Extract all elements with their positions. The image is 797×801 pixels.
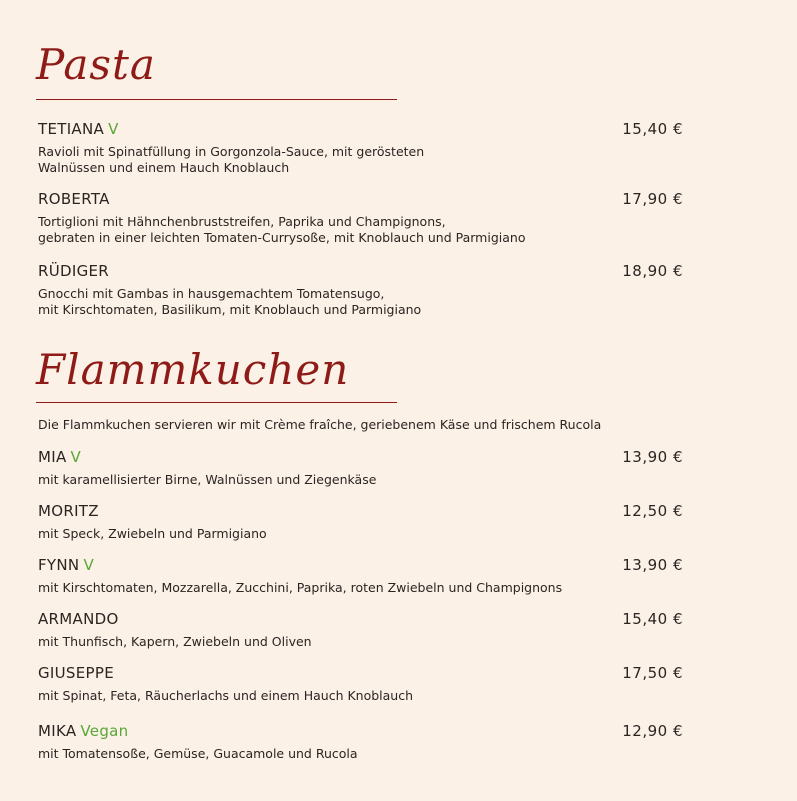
item-description — [38, 580, 683, 596]
description-line: mit karamellisierter Birne, Walnüssen und Ziegenkäse — [38, 472, 377, 487]
flammkuchen-divider — [36, 402, 397, 403]
menu-item — [38, 502, 683, 542]
item-description — [38, 286, 683, 318]
item-name: TETIANA — [38, 120, 105, 138]
item-name: MIA — [38, 448, 67, 466]
item-name: FYNN — [38, 556, 80, 574]
menu-item — [38, 610, 683, 650]
description-line: mit Spinat, Feta, Räucherlachs und einem Hauch Knoblauch — [38, 688, 414, 703]
menu-item — [38, 664, 683, 704]
item-name: RÜDIGER — [38, 262, 109, 280]
menu-item — [38, 722, 683, 762]
vegan-tag: Vegan — [80, 722, 129, 740]
description-line: mit Speck, Zwiebeln und Parmigiano — [38, 526, 267, 541]
item-description — [38, 746, 683, 762]
item-price: 12,90 € — [622, 722, 683, 740]
description-line: mit Thunfisch, Kapern, Zwiebeln und Oliven — [38, 634, 312, 649]
item-name: ARMANDO — [38, 610, 119, 628]
vegetarian-tag: V — [108, 120, 119, 138]
item-name: GIUSEPPE — [38, 664, 114, 682]
menu-item — [38, 448, 683, 488]
description-line: Walnüssen und einem Hauch Knoblauch — [38, 160, 290, 175]
item-name: MORITZ — [38, 502, 99, 520]
item-description — [38, 634, 683, 650]
item-description — [38, 526, 683, 542]
pasta-divider — [36, 99, 397, 100]
flammkuchen-intro: Die Flammkuchen servieren wir mit Crème fraîche, geriebenem Käse und frischem Rucola — [38, 417, 602, 432]
description-line: Gnocchi mit Gambas in hausgemachtem Tomatensugo, — [38, 286, 385, 301]
vegetarian-tag: V — [83, 556, 94, 574]
item-price: 15,40 € — [622, 120, 683, 138]
item-price: 15,40 € — [622, 610, 683, 628]
vegetarian-tag: V — [70, 448, 82, 466]
item-description — [38, 472, 683, 488]
menu-item — [38, 190, 683, 246]
item-description — [38, 688, 683, 704]
item-price: 13,90 € — [622, 556, 683, 574]
pasta-title: Pasta — [36, 40, 156, 89]
description-line: gebraten in einer leichten Tomaten-Currysoße, mit Knoblauch und Parmigiano — [38, 230, 526, 245]
item-name: MIKA — [38, 722, 77, 740]
description-line: mit Kirschtomaten, Mozzarella, Zucchini, Paprika, roten Zwiebeln und Champignons — [38, 580, 563, 595]
item-price: 17,50 € — [622, 664, 683, 682]
item-price: 17,90 € — [622, 190, 683, 208]
menu-item — [38, 556, 683, 596]
description-line: Tortiglioni mit Hähnchenbruststreifen, Paprika und Champignons, — [38, 214, 446, 229]
item-price: 12,50 € — [622, 502, 683, 520]
item-price: 13,90 € — [622, 448, 683, 466]
item-description — [38, 214, 683, 246]
item-description — [38, 144, 683, 176]
description-line: mit Kirschtomaten, Basilikum, mit Knoblauch und Parmigiano — [38, 302, 422, 317]
menu-item — [38, 262, 683, 318]
menu-item — [38, 120, 683, 176]
item-name: ROBERTA — [38, 190, 110, 208]
item-price: 18,90 € — [622, 262, 683, 280]
description-line: Ravioli mit Spinatfüllung in Gorgonzola-Sauce, mit gerösteten — [38, 144, 425, 159]
description-line: mit Tomatensoße, Gemüse, Guacamole und Rucola — [38, 746, 358, 761]
flammkuchen-title: Flammkuchen — [36, 345, 350, 394]
